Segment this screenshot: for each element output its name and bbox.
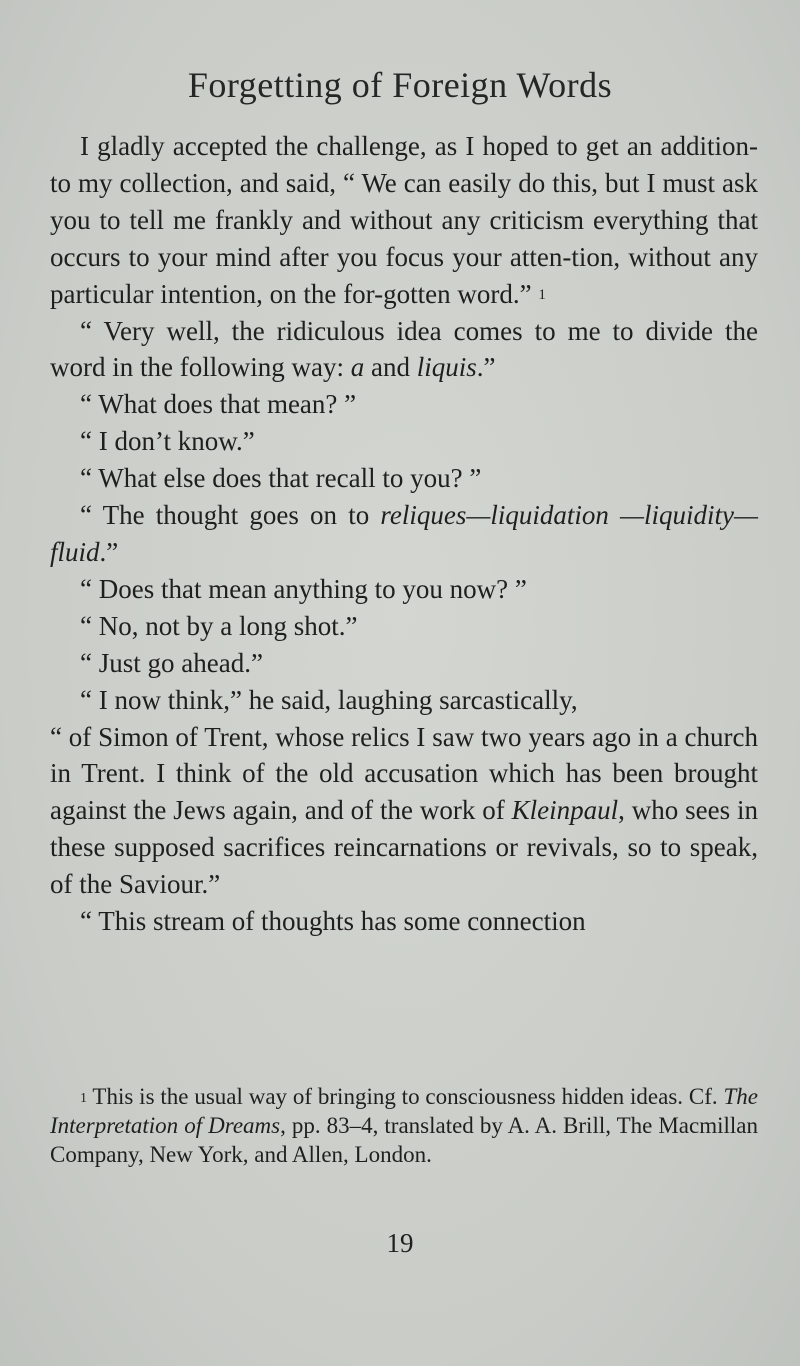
paragraph-text: I gladly accepted the challenge, as I hoped to get an addition-to my collection, and said, “ We can easily do this, but I must ask you to tell me frankly and without any criticism everything that occurs to your mind after you focus your atten-tion, without any particular intention, on the for-gotten word.” bbox=[50, 131, 758, 309]
paragraph-text: “ The thought goes on to bbox=[80, 500, 381, 531]
italic-term: a bbox=[350, 352, 365, 383]
paragraph: “ What does that mean? ” bbox=[80, 389, 357, 420]
paragraph-text: “ of Simon of Trent, whose relics I saw two years ago in a church in Trent. I think of the old accusation which has been brought against the Jews again, and of the work of bbox=[50, 721, 758, 826]
footnote-text bbox=[50, 1082, 758, 1169]
footnote-reference: 1 bbox=[538, 286, 546, 303]
italic-term: liquis bbox=[416, 352, 477, 383]
paragraph-text: , who sees in these supposed sacrifices reincarnations or revivals, so to speak, of the Saviour.” bbox=[50, 795, 759, 900]
footnote bbox=[50, 1082, 758, 1169]
footnote-text-part: , pp. 83–4, translated by A. A. Brill, The Macmillan Company, New York, and Allen, London. bbox=[50, 1113, 758, 1167]
paragraph bbox=[50, 497, 758, 571]
book-title: The Interpretation of Dreams bbox=[50, 1084, 758, 1138]
running-header: Forgetting of Foreign Words bbox=[187, 65, 613, 105]
italic-term: reliques—liquidation —liquidity—fluid bbox=[50, 500, 758, 567]
paragraph bbox=[50, 128, 758, 313]
paragraph: “ Does that mean anything to you now? ” bbox=[80, 573, 527, 604]
paragraph bbox=[50, 313, 758, 387]
footnote-marker: 1 bbox=[80, 1091, 87, 1106]
page-number: 19 bbox=[386, 1228, 414, 1258]
paragraph: “ No, not by a long shot.” bbox=[80, 610, 358, 641]
paragraph bbox=[50, 719, 758, 904]
paragraph-text: .” bbox=[476, 352, 496, 383]
italic-term: Kleinpaul bbox=[511, 795, 619, 826]
paragraph: “ I now think,” he said, laughing sarcastically, bbox=[80, 684, 578, 715]
paragraph-text: and bbox=[364, 352, 417, 383]
footnote-text-part: This is the usual way of bringing to consciousness hidden ideas. Cf. bbox=[87, 1084, 724, 1109]
paragraph: “ I don’t know.” bbox=[80, 426, 255, 457]
paragraph-text: .” bbox=[99, 536, 119, 567]
paragraph-text: “ Very well, the ridiculous idea comes to me to divide the word in the following way: bbox=[50, 315, 758, 383]
paragraph: “ What else does that recall to you? ” bbox=[80, 463, 482, 494]
body-text bbox=[50, 128, 758, 940]
paragraph: “ Just go ahead.” bbox=[80, 647, 263, 678]
paragraph: “ This stream of thoughts has some connection bbox=[80, 906, 586, 937]
